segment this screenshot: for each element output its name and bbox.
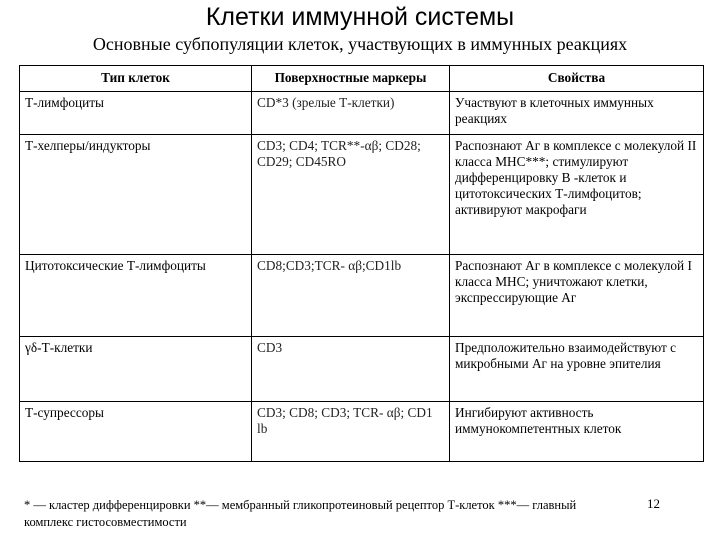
cell-markers: CD*3 (зрелые Т-клетки) (252, 92, 450, 135)
cell-type: Т-лимфоциты (20, 92, 252, 135)
header-cell-type: Тип клеток (20, 66, 252, 92)
cell-markers: CD3; CD4; TCR**-αβ; CD28; CD29; CD45RO (252, 135, 450, 255)
cell-type: Т-супрессоры (20, 402, 252, 462)
table-row (20, 402, 704, 462)
cell-properties: Распознают Аг в комплексе с молекулой I класса MHC; уничтожают клетки, экспрессирующие Аг (450, 255, 704, 337)
table-row (20, 135, 704, 255)
header-cell-markers: Поверхностные маркеры (252, 66, 450, 92)
cell-properties: Участвуют в клеточных иммунных реакциях (450, 92, 704, 135)
header-cell-properties: Свойства (450, 66, 704, 92)
table-row (20, 255, 704, 337)
table-row (20, 337, 704, 402)
cell-properties: Предположительно взаимодействуют с микробными Аг на уровне эпителия (450, 337, 704, 402)
cell-properties: Распознают Аг в комплексе с молекулой II класса MHC***; стимулируют дифференцировку В -клеток и цитотоксических Т-лимфоцитов; активируют макрофаги (450, 135, 704, 255)
page-number: 12 (647, 496, 660, 511)
slide-subtitle: Основные субпопуляции клеток, участвующих в иммунных реакциях (92, 34, 628, 54)
cell-markers: CD8;CD3;TCR- αβ;CD1lb (252, 255, 450, 337)
immune-cells-table (19, 65, 704, 462)
cell-type: Цитотоксические Т-лимфоциты (20, 255, 252, 337)
cell-markers: CD3 (252, 337, 450, 402)
cell-type: Т-хелперы/индукторы (20, 135, 252, 255)
cell-markers: CD3; CD8; CD3; TCR- αβ; CD1 lb (252, 402, 450, 462)
cell-type: γδ-Т-клетки (20, 337, 252, 402)
table-row (20, 92, 704, 135)
cell-properties: Ингибируют активность иммунокомпетентных клеток (450, 402, 704, 462)
footnote: * — кластер дифференцировки **— мембранный гликопротеиновый рецептор Т-клеток ***— главный комплекс гистосовместимости (24, 498, 577, 529)
table-header-row (20, 66, 704, 92)
slide-title: Клетки иммунной системы (205, 3, 515, 31)
